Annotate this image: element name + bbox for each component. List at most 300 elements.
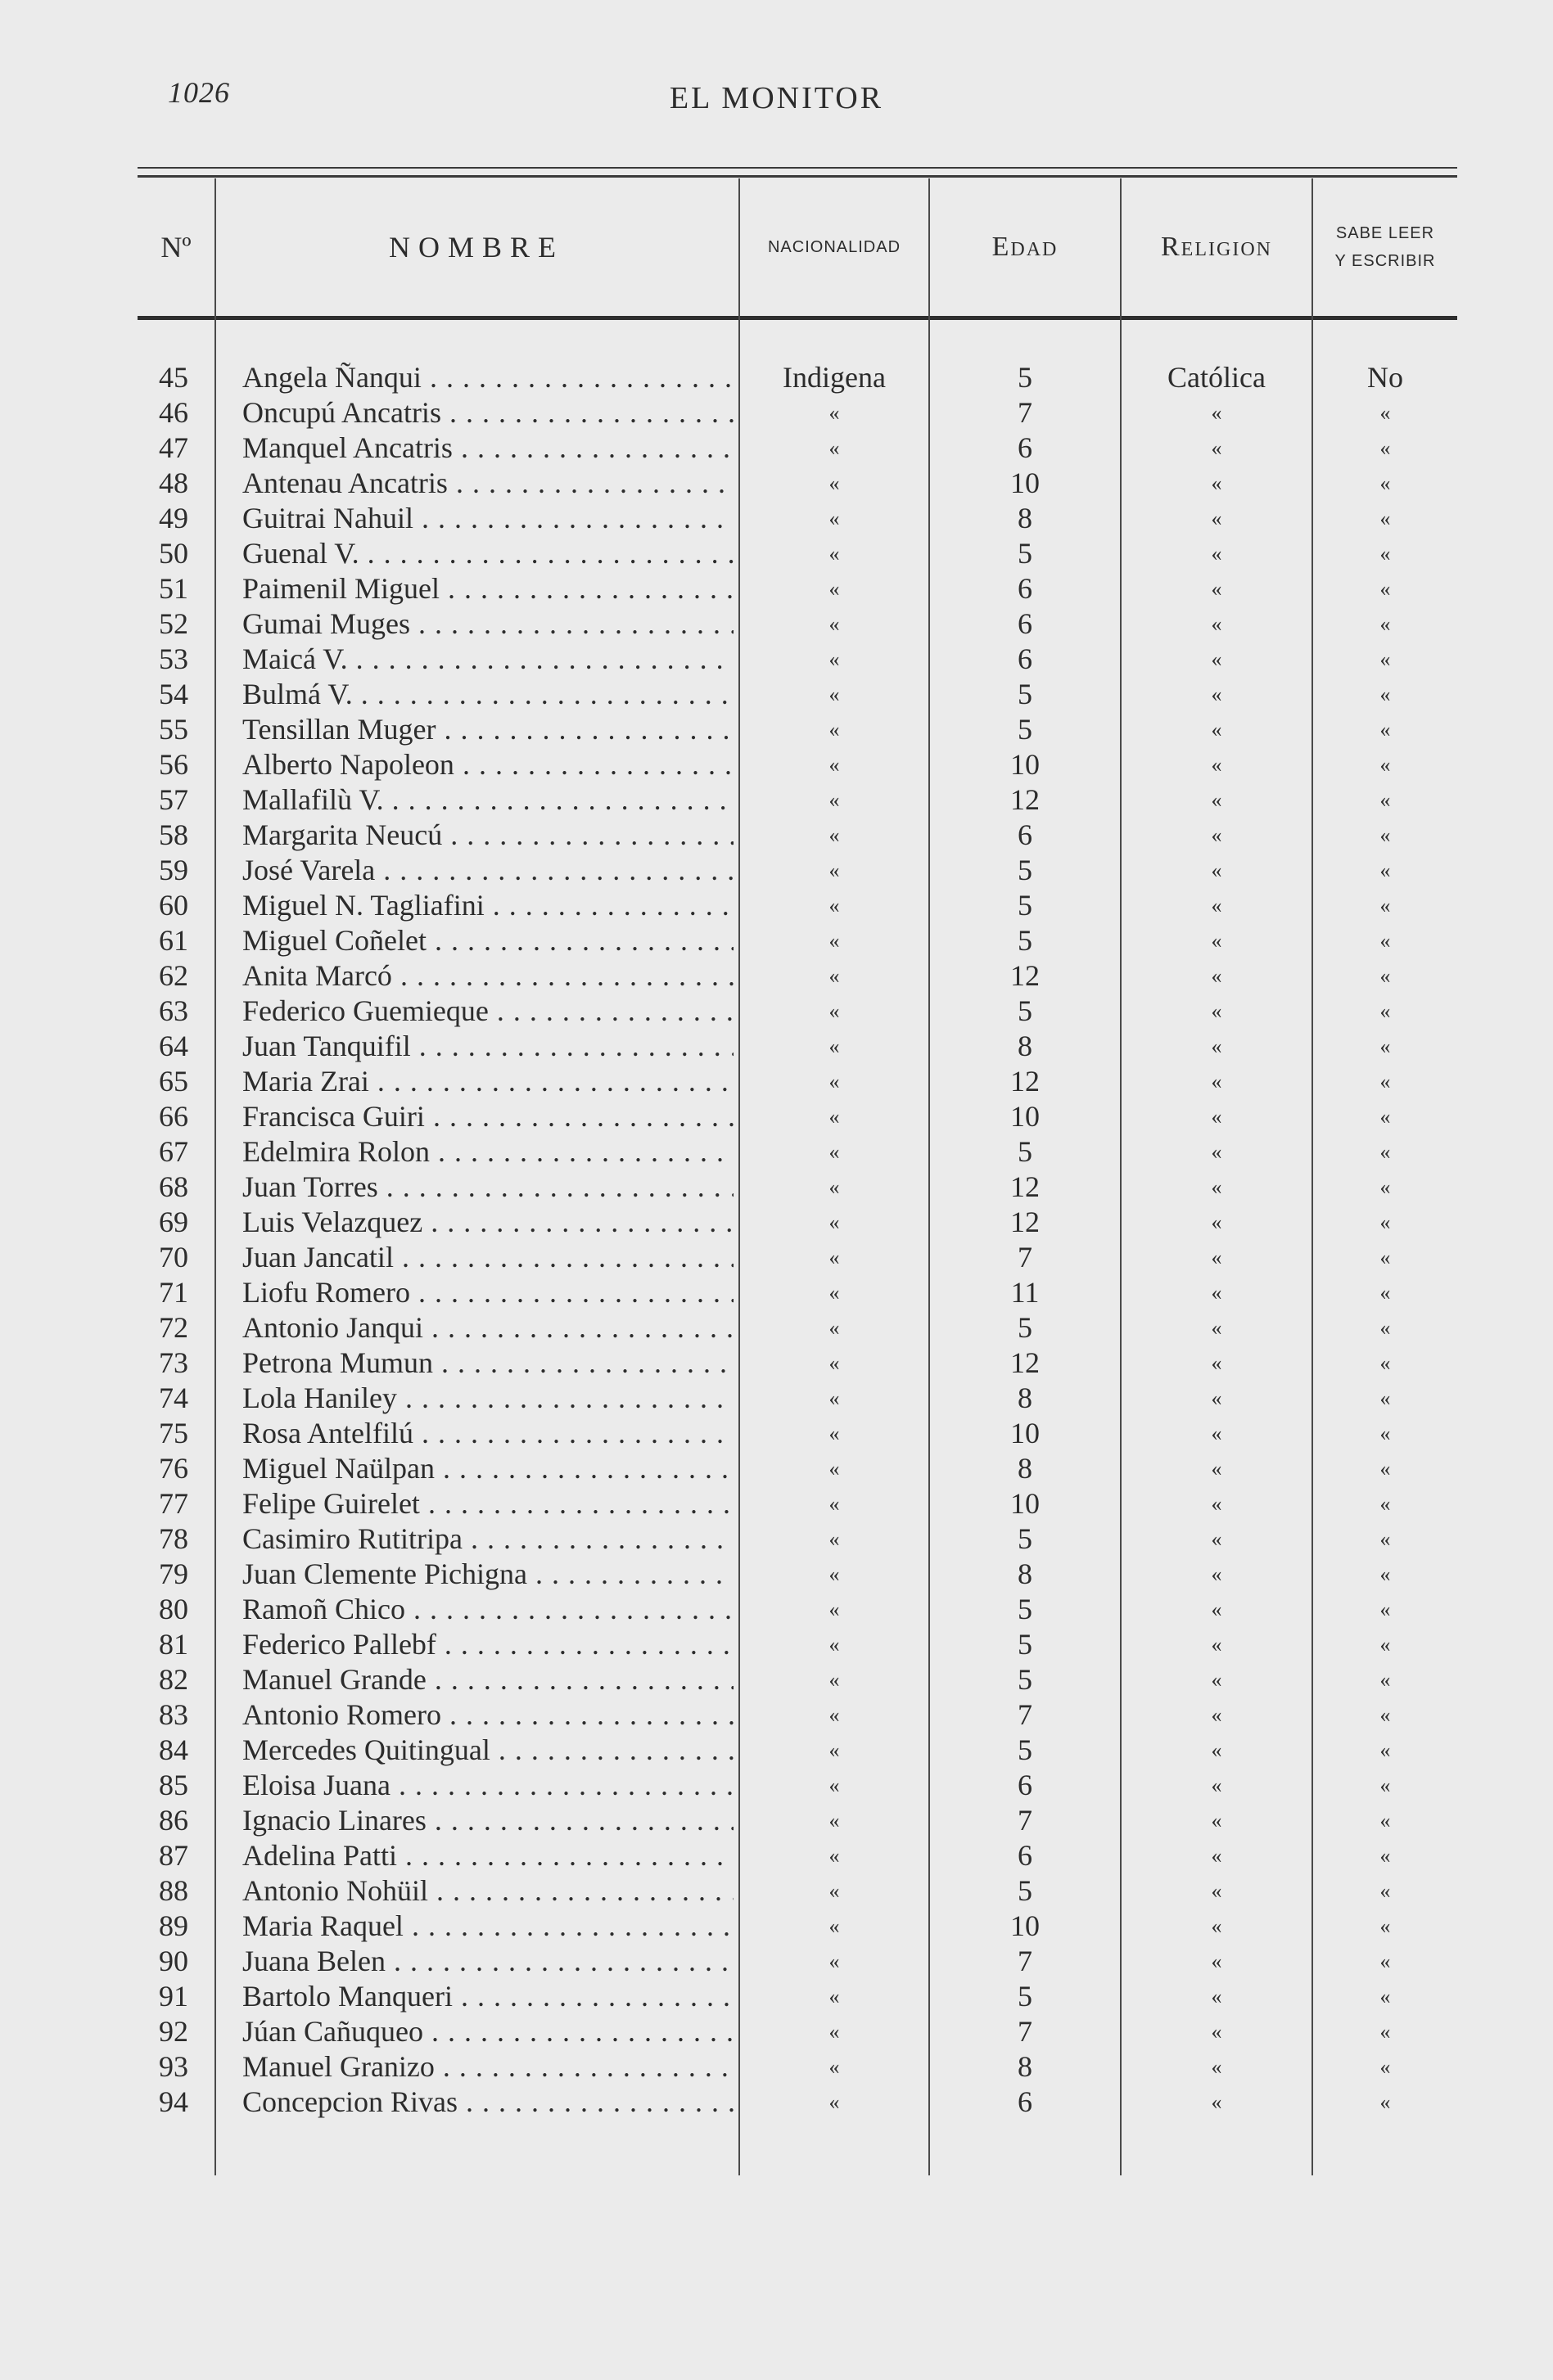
religion-cell: «	[1211, 647, 1222, 671]
nacionalidad-cell: «	[828, 1527, 840, 1551]
row-number: 85	[159, 1769, 188, 1801]
table-row	[0, 1486, 1553, 1521]
nacionalidad-cell: «	[828, 1562, 840, 1586]
religion-cell: «	[1211, 1351, 1222, 1375]
student-name: Guitrai Nahuil . . .	[242, 501, 734, 536]
student-name: Angela Ñanqui . . .	[242, 360, 734, 395]
row-number: 87	[159, 1839, 188, 1872]
column-header-nacionalidad: NACIONALIDAD	[767, 237, 901, 256]
table-row	[0, 1416, 1553, 1451]
student-name: Juan Jancatil . . .	[242, 1240, 734, 1275]
table-row	[0, 1381, 1553, 1416]
edad-cell: 7	[1018, 2015, 1032, 2048]
nacionalidad-cell: «	[828, 894, 840, 917]
sabe-leer-cell: «	[1379, 999, 1391, 1023]
sabe-leer-cell: «	[1379, 577, 1391, 601]
row-number: 49	[159, 502, 188, 534]
row-number: 67	[159, 1135, 188, 1168]
row-number: 79	[159, 1557, 188, 1590]
student-name: Edelmira Rolon . . .	[242, 1134, 734, 1170]
nacionalidad-cell: «	[828, 1985, 840, 2008]
religion-cell: «	[1211, 1281, 1222, 1305]
edad-cell: 5	[1018, 1522, 1032, 1555]
edad-cell: 5	[1018, 994, 1032, 1027]
header-bottom-rule	[138, 316, 1457, 320]
student-name: Anita Marcó . . .	[242, 958, 734, 994]
row-number: 83	[159, 1698, 188, 1731]
nacionalidad-cell: «	[828, 2020, 840, 2044]
religion-cell: «	[1211, 507, 1222, 530]
table-row	[0, 2049, 1553, 2085]
row-number: 90	[159, 1945, 188, 1977]
edad-cell: 6	[1018, 1769, 1032, 1801]
table-row	[0, 430, 1553, 466]
nacionalidad-cell: «	[828, 1281, 840, 1305]
row-number: 46	[159, 396, 188, 429]
table-row	[0, 501, 1553, 536]
religion-cell: «	[1211, 1774, 1222, 1797]
sabe-leer-cell: «	[1379, 788, 1391, 812]
nacionalidad-cell: «	[828, 1598, 840, 1621]
row-number: 45	[159, 361, 188, 394]
sabe-leer-cell: «	[1379, 1386, 1391, 1410]
edad-cell: 5	[1018, 1980, 1032, 2013]
sabe-leer-cell: «	[1379, 401, 1391, 425]
student-name: Miguel N. Tagliafini . . .	[242, 888, 734, 923]
column-header-religion: Religion	[1161, 232, 1272, 262]
sabe-leer-cell: «	[1379, 1034, 1391, 1058]
student-name: Maicá V. . . .	[242, 642, 734, 677]
nacionalidad-cell: «	[828, 1633, 840, 1657]
student-name: Manuel Grande . . .	[242, 1662, 734, 1697]
table-row	[0, 888, 1553, 923]
edad-cell: 10	[1010, 1417, 1040, 1449]
row-number: 76	[159, 1452, 188, 1485]
nacionalidad-cell: «	[828, 1668, 840, 1692]
nacionalidad-cell: «	[828, 542, 840, 566]
nacionalidad-cell: «	[828, 1703, 840, 1727]
table-row	[0, 1205, 1553, 1240]
nacionalidad-cell: «	[828, 2055, 840, 2079]
nacionalidad-cell: «	[828, 1175, 840, 1199]
table-row	[0, 1627, 1553, 1662]
edad-cell: 5	[1018, 361, 1032, 394]
religion-cell: Católica	[1167, 361, 1266, 394]
row-number: 92	[159, 2015, 188, 2048]
table-top-rule	[138, 167, 1457, 169]
religion-cell: «	[1211, 1457, 1222, 1481]
sabe-leer-cell: «	[1379, 1175, 1391, 1199]
table-row	[0, 1240, 1553, 1275]
edad-cell: 12	[1010, 783, 1040, 816]
student-name: Gumai Muges . . .	[242, 606, 734, 642]
nacionalidad-cell: «	[828, 1210, 840, 1234]
sabe-leer-cell: «	[1379, 1598, 1391, 1621]
religion-cell: «	[1211, 401, 1222, 425]
student-name: Petrona Mumun . . .	[242, 1346, 734, 1381]
student-name: Federico Guemieque . . .	[242, 994, 734, 1029]
religion-cell: «	[1211, 1844, 1222, 1868]
edad-cell: 10	[1010, 748, 1040, 781]
sabe-leer-cell: «	[1379, 1316, 1391, 1340]
edad-cell: 8	[1018, 1557, 1032, 1590]
sabe-leer-cell: «	[1379, 1105, 1391, 1129]
nacionalidad-cell: «	[828, 507, 840, 530]
sabe-leer-cell: «	[1379, 2090, 1391, 2114]
student-name: Felipe Guirelet . . .	[242, 1486, 734, 1521]
student-name: Federico Pallebf . . .	[242, 1627, 734, 1662]
edad-cell: 5	[1018, 854, 1032, 886]
sabe-leer-cell: «	[1379, 1070, 1391, 1093]
religion-cell: «	[1211, 1422, 1222, 1445]
religion-cell: «	[1211, 859, 1222, 882]
table-row	[0, 1697, 1553, 1733]
student-name: Alberto Napoleon . . .	[242, 747, 734, 782]
edad-cell: 5	[1018, 1874, 1032, 1907]
column-header-sabe-leer	[1313, 178, 1457, 316]
religion-cell: «	[1211, 2090, 1222, 2114]
edad-cell: 12	[1010, 1346, 1040, 1379]
religion-cell: «	[1211, 1175, 1222, 1199]
table-row	[0, 994, 1553, 1029]
student-name: Rosa Antelfilú . . .	[242, 1416, 734, 1451]
edad-cell: 6	[1018, 2085, 1032, 2118]
sabe-leer-cell: «	[1379, 647, 1391, 671]
nacionalidad-cell: «	[828, 1422, 840, 1445]
row-number: 55	[159, 713, 188, 746]
table-row	[0, 642, 1553, 677]
sabe-leer-cell: «	[1379, 471, 1391, 495]
sabe-leer-cell: «	[1379, 1457, 1391, 1481]
religion-cell: «	[1211, 1668, 1222, 1692]
table-row	[0, 606, 1553, 642]
sabe-leer-cell: No	[1367, 361, 1403, 394]
student-name: Miguel Coñelet . . .	[242, 923, 734, 958]
nacionalidad-cell: «	[828, 1457, 840, 1481]
column-header-edad: Edad	[991, 232, 1059, 262]
row-number: 59	[159, 854, 188, 886]
sabe-leer-cell: «	[1379, 683, 1391, 706]
column-header-numero: Nº	[160, 231, 192, 264]
row-number: 84	[159, 1733, 188, 1766]
row-number: 82	[159, 1663, 188, 1696]
sabe-leer-cell: «	[1379, 1774, 1391, 1797]
student-name: Juan Tanquifil . . .	[242, 1029, 734, 1064]
table-row	[0, 1662, 1553, 1697]
religion-cell: «	[1211, 436, 1222, 460]
sabe-leer-cell: «	[1379, 1246, 1391, 1269]
student-name: Tensillan Muger . . .	[242, 712, 734, 747]
table-row	[0, 1451, 1553, 1486]
nacionalidad-cell: «	[828, 471, 840, 495]
table-row	[0, 853, 1553, 888]
student-name: Manquel Ancatris . . .	[242, 430, 734, 466]
table-row	[0, 1979, 1553, 2014]
row-number: 81	[159, 1628, 188, 1661]
table-row	[0, 2085, 1553, 2120]
edad-cell: 5	[1018, 1593, 1032, 1625]
table-row	[0, 1557, 1553, 1592]
nacionalidad-cell: «	[828, 1070, 840, 1093]
nacionalidad-cell: Indigena	[783, 361, 886, 394]
edad-cell: 5	[1018, 889, 1032, 922]
edad-cell: 8	[1018, 502, 1032, 534]
row-number: 52	[159, 607, 188, 640]
row-number: 66	[159, 1100, 188, 1133]
edad-cell: 7	[1018, 1241, 1032, 1273]
running-title: EL MONITOR	[669, 81, 884, 115]
sabe-leer-line-1: SABE LEER	[1335, 224, 1435, 242]
student-name: Juana Belen . . .	[242, 1944, 734, 1979]
nacionalidad-cell: «	[828, 1879, 840, 1903]
row-number: 75	[159, 1417, 188, 1449]
sabe-leer-cell: «	[1379, 1950, 1391, 1973]
student-name: Antonio Romero . . .	[242, 1697, 734, 1733]
table-row	[0, 1170, 1553, 1205]
table-row	[0, 923, 1553, 958]
edad-cell: 5	[1018, 537, 1032, 570]
sabe-leer-cell: «	[1379, 2020, 1391, 2044]
sabe-leer-cell: «	[1379, 859, 1391, 882]
nacionalidad-cell: «	[828, 683, 840, 706]
edad-cell: 12	[1010, 1206, 1040, 1238]
religion-cell: «	[1211, 2020, 1222, 2044]
student-name: Francisca Guiri . . .	[242, 1099, 734, 1134]
religion-cell: «	[1211, 1034, 1222, 1058]
nacionalidad-cell: «	[828, 753, 840, 777]
student-name: Luis Velazquez . . .	[242, 1205, 734, 1240]
nacionalidad-cell: «	[828, 823, 840, 847]
row-number: 60	[159, 889, 188, 922]
religion-cell: «	[1211, 1316, 1222, 1340]
edad-cell: 5	[1018, 1135, 1032, 1168]
religion-cell: «	[1211, 788, 1222, 812]
edad-cell: 11	[1010, 1276, 1040, 1309]
table-row	[0, 1346, 1553, 1381]
nacionalidad-cell: «	[828, 1844, 840, 1868]
nacionalidad-cell: «	[828, 964, 840, 988]
row-number: 69	[159, 1206, 188, 1238]
sabe-leer-cell: «	[1379, 894, 1391, 917]
nacionalidad-cell: «	[828, 859, 840, 882]
row-number: 91	[159, 1980, 188, 2013]
religion-cell: «	[1211, 753, 1222, 777]
sabe-leer-cell: «	[1379, 929, 1391, 953]
table-row	[0, 782, 1553, 818]
nacionalidad-cell: «	[828, 577, 840, 601]
edad-cell: 5	[1018, 1733, 1032, 1766]
student-name: Casimiro Rutitripa . . .	[242, 1521, 734, 1557]
sabe-leer-cell: «	[1379, 436, 1391, 460]
edad-cell: 7	[1018, 1698, 1032, 1731]
student-name: Oncupú Ancatris . . .	[242, 395, 734, 430]
table-row	[0, 1803, 1553, 1838]
page-number: 1026	[168, 76, 230, 109]
student-name: Antonio Nohüil . . .	[242, 1873, 734, 1909]
religion-cell: «	[1211, 1210, 1222, 1234]
nacionalidad-cell: «	[828, 1034, 840, 1058]
religion-cell: «	[1211, 1562, 1222, 1586]
row-number: 73	[159, 1346, 188, 1379]
table-row	[0, 747, 1553, 782]
religion-cell: «	[1211, 1140, 1222, 1164]
student-name: Margarita Neucú . . .	[242, 818, 734, 853]
nacionalidad-cell: «	[828, 1386, 840, 1410]
religion-cell: «	[1211, 1985, 1222, 2008]
table-row	[0, 1873, 1553, 1909]
edad-cell: 8	[1018, 1030, 1032, 1062]
table-row	[0, 712, 1553, 747]
row-number: 54	[159, 678, 188, 710]
row-number: 74	[159, 1382, 188, 1414]
table-row	[0, 571, 1553, 606]
edad-cell: 5	[1018, 678, 1032, 710]
edad-cell: 8	[1018, 1382, 1032, 1414]
sabe-leer-cell: «	[1379, 1210, 1391, 1234]
religion-cell: «	[1211, 1950, 1222, 1973]
student-name: Concepcion Rivas . . .	[242, 2085, 734, 2120]
religion-cell: «	[1211, 1386, 1222, 1410]
religion-cell: «	[1211, 929, 1222, 953]
sabe-leer-cell: «	[1379, 1562, 1391, 1586]
religion-cell: «	[1211, 1527, 1222, 1551]
student-name: Maria Zrai . . .	[242, 1064, 734, 1099]
sabe-leer-cell: «	[1379, 1492, 1391, 1516]
row-number: 65	[159, 1065, 188, 1098]
edad-cell: 7	[1018, 1945, 1032, 1977]
religion-cell: «	[1211, 964, 1222, 988]
student-name: Ignacio Linares . . .	[242, 1803, 734, 1838]
sabe-leer-cell: «	[1379, 1281, 1391, 1305]
student-name: Júan Cañuqueo . . .	[242, 2014, 734, 2049]
religion-cell: «	[1211, 1492, 1222, 1516]
table-row	[0, 1099, 1553, 1134]
religion-cell: «	[1211, 823, 1222, 847]
edad-cell: 6	[1018, 572, 1032, 605]
religion-cell: «	[1211, 1633, 1222, 1657]
religion-cell: «	[1211, 577, 1222, 601]
sabe-leer-cell: «	[1379, 1140, 1391, 1164]
student-name: Eloisa Juana . . .	[242, 1768, 734, 1803]
table-row	[0, 1275, 1553, 1310]
row-number: 63	[159, 994, 188, 1027]
nacionalidad-cell: «	[828, 2090, 840, 2114]
table-row	[0, 958, 1553, 994]
student-name: Manuel Granizo . . .	[242, 2049, 734, 2085]
nacionalidad-cell: «	[828, 718, 840, 741]
row-number: 94	[159, 2085, 188, 2118]
table-row	[0, 1134, 1553, 1170]
column-header-nombre: NOMBRE	[388, 231, 565, 264]
student-name: Mercedes Quitingual . . .	[242, 1733, 734, 1768]
row-number: 88	[159, 1874, 188, 1907]
nacionalidad-cell: «	[828, 1774, 840, 1797]
religion-cell: «	[1211, 1914, 1222, 1938]
religion-cell: «	[1211, 1105, 1222, 1129]
table-row	[0, 1064, 1553, 1099]
student-name: Antonio Janqui . . .	[242, 1310, 734, 1346]
edad-cell: 6	[1018, 1839, 1032, 1872]
table-row	[0, 1909, 1553, 1944]
religion-cell: «	[1211, 1070, 1222, 1093]
student-name: Bulmá V. . . .	[242, 677, 734, 712]
sabe-leer-cell: «	[1379, 507, 1391, 530]
row-number: 57	[159, 783, 188, 816]
student-name: Ramoñ Chico . . .	[242, 1592, 734, 1627]
nacionalidad-cell: «	[828, 1316, 840, 1340]
student-name: Guenal V. . . .	[242, 536, 734, 571]
table-row	[0, 466, 1553, 501]
nacionalidad-cell: «	[828, 1246, 840, 1269]
table-top-rule-double	[138, 175, 1457, 178]
religion-cell: «	[1211, 1738, 1222, 1762]
row-number: 56	[159, 748, 188, 781]
nacionalidad-cell: «	[828, 647, 840, 671]
edad-cell: 6	[1018, 431, 1032, 464]
sabe-leer-cell: «	[1379, 1351, 1391, 1375]
sabe-leer-cell: «	[1379, 1703, 1391, 1727]
row-number: 51	[159, 572, 188, 605]
row-number: 86	[159, 1804, 188, 1837]
nacionalidad-cell: «	[828, 1914, 840, 1938]
nacionalidad-cell: «	[828, 788, 840, 812]
row-number: 62	[159, 959, 188, 992]
edad-cell: 8	[1018, 2050, 1032, 2083]
sabe-leer-cell: «	[1379, 2055, 1391, 2079]
edad-cell: 7	[1018, 396, 1032, 429]
table-row	[0, 1838, 1553, 1873]
sabe-leer-cell: «	[1379, 1633, 1391, 1657]
sabe-leer-cell: «	[1379, 753, 1391, 777]
religion-cell: «	[1211, 471, 1222, 495]
student-name: Mallafilù V. . . .	[242, 782, 734, 818]
sabe-leer-line-2: Y ESCRIBIR	[1334, 252, 1436, 270]
table-row	[0, 1944, 1553, 1979]
row-number: 89	[159, 1909, 188, 1942]
sabe-leer-cell: «	[1379, 718, 1391, 741]
table-row	[0, 1733, 1553, 1768]
sabe-leer-cell: «	[1379, 1422, 1391, 1445]
student-name: Paimenil Miguel . . .	[242, 571, 734, 606]
row-number: 50	[159, 537, 188, 570]
nacionalidad-cell: «	[828, 1140, 840, 1164]
nacionalidad-cell: «	[828, 1809, 840, 1832]
nacionalidad-cell: «	[828, 1950, 840, 1973]
sabe-leer-cell: «	[1379, 1844, 1391, 1868]
sabe-leer-cell: «	[1379, 964, 1391, 988]
religion-cell: «	[1211, 612, 1222, 636]
sabe-leer-cell: «	[1379, 1809, 1391, 1832]
religion-cell: «	[1211, 1246, 1222, 1269]
edad-cell: 7	[1018, 1804, 1032, 1837]
religion-cell: «	[1211, 1809, 1222, 1832]
edad-cell: 10	[1010, 1909, 1040, 1942]
sabe-leer-cell: «	[1379, 1527, 1391, 1551]
nacionalidad-cell: «	[828, 929, 840, 953]
row-number: 71	[159, 1276, 188, 1309]
row-number: 78	[159, 1522, 188, 1555]
nacionalidad-cell: «	[828, 401, 840, 425]
student-name: Lola Haniley . . .	[242, 1381, 734, 1416]
nacionalidad-cell: «	[828, 436, 840, 460]
edad-cell: 10	[1010, 467, 1040, 499]
nacionalidad-cell: «	[828, 1351, 840, 1375]
sabe-leer-cell: «	[1379, 1738, 1391, 1762]
nacionalidad-cell: «	[828, 1738, 840, 1762]
row-number: 64	[159, 1030, 188, 1062]
row-number: 70	[159, 1241, 188, 1273]
student-name: Bartolo Manqueri . . .	[242, 1979, 734, 2014]
